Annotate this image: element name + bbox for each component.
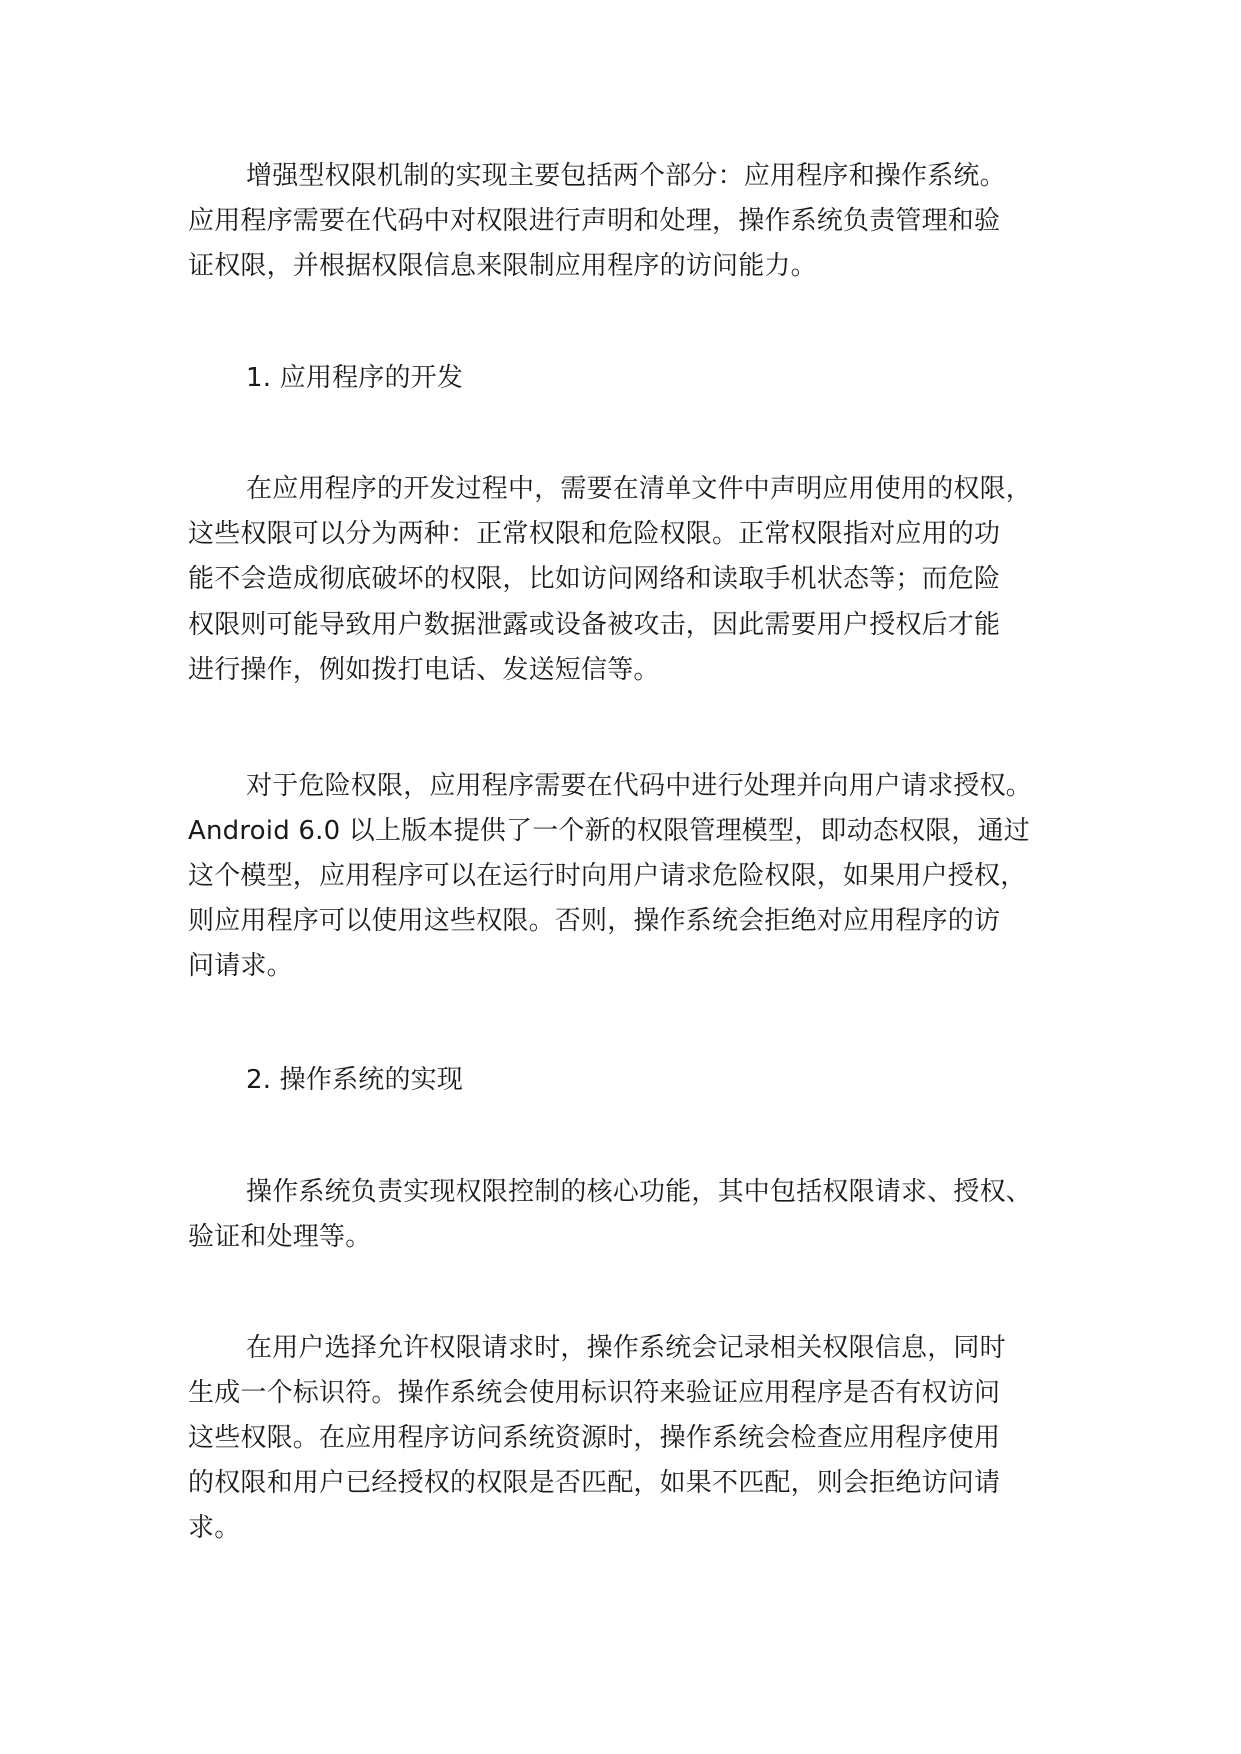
paragraph-2-line-5: 进行操作，例如拨打电话、发送短信等。 — [188, 655, 660, 685]
paragraph-2-line-4: 权限则可能导致用户数据泄露或设备被攻击，因此需要用户授权后才能 — [188, 610, 1001, 640]
paragraph-3-line-1: 对于危险权限，应用程序需要在代码中进行处理并向用户请求授权。 — [246, 771, 1033, 801]
paragraph-2-line-1: 在应用程序的开发过程中，需要在清单文件中声明应用使用的权限， — [246, 474, 1033, 504]
paragraph-1-line-1: 增强型权限机制的实现主要包括两个部分：应用程序和操作系统。 — [246, 161, 1006, 191]
paragraph-5-line-2: 生成一个标识符。操作系统会使用标识符来验证应用程序是否有权访问 — [188, 1378, 1001, 1408]
paragraph-5-line-4: 的权限和用户已经授权的权限是否匹配，如果不匹配，则会拒绝访问请 — [188, 1468, 1001, 1498]
paragraph-5-line-5: 求。 — [188, 1513, 241, 1543]
paragraph-1-line-2: 应用程序需要在代码中对权限进行声明和处理，操作系统负责管理和验 — [188, 206, 1001, 236]
paragraph-2-line-3: 能不会造成彻底破坏的权限，比如访问网络和读取手机状态等；而危险 — [188, 564, 1001, 594]
paragraph-5-line-1: 在用户选择允许权限请求时，操作系统会记录相关权限信息，同时 — [246, 1333, 1006, 1363]
paragraph-1-line-3: 证权限，并根据权限信息来限制应用程序的访问能力。 — [188, 251, 817, 281]
paragraph-5-line-3: 这些权限。在应用程序访问系统资源时，操作系统会检查应用程序使用 — [188, 1423, 1001, 1453]
paragraph-3-line-4: 则应用程序可以使用这些权限。否则，操作系统会拒绝对应用程序的访 — [188, 906, 1001, 936]
paragraph-3-line-3: 这个模型，应用程序可以在运行时向用户请求危险权限，如果用户授权， — [188, 861, 1027, 891]
paragraph-4-line-2: 验证和处理等。 — [188, 1222, 372, 1252]
paragraph-4-line-1: 操作系统负责实现权限控制的核心功能，其中包括权限请求、授权、 — [246, 1177, 1033, 1207]
paragraph-3-line-2: Android 6.0 以上版本提供了一个新的权限管理模型，即动态权限，通过 — [188, 816, 1031, 846]
paragraph-3-line-5: 问请求。 — [188, 951, 293, 981]
section-heading-2: 2. 操作系统的实现 — [246, 1065, 464, 1095]
section-heading-1: 1. 应用程序的开发 — [246, 363, 464, 393]
paragraph-2-line-2: 这些权限可以分为两种：正常权限和危险权限。正常权限指对应用的功 — [188, 519, 1001, 549]
